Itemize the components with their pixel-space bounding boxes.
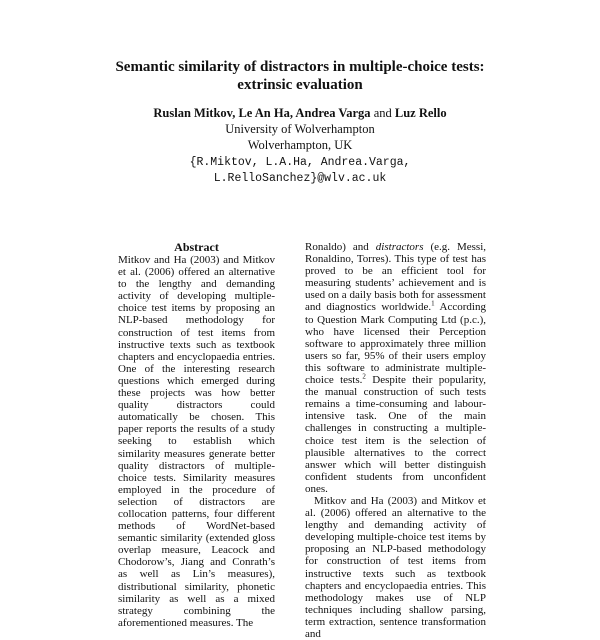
- p1-part-b: (e.g. Messi, Ronaldino, Torres). This type of test has proved to be an efficient tool for measuring students’ achievement and is used on a daily basis both for assessment and diagnostics worldwide.: [305, 241, 487, 314]
- affiliation: University of Wolverhampton: [225, 122, 375, 136]
- right-paragraph-1: [305, 241, 486, 495]
- footnote-marker-2: 2: [362, 372, 366, 381]
- right-column: [305, 241, 486, 640]
- paper-title-line-1: Semantic similarity of distractors in multiple-choice tests:: [115, 59, 485, 75]
- abstract-heading: Abstract: [174, 240, 219, 254]
- p1-emphasis: distractors: [375, 241, 424, 253]
- authors-part-1: Ruslan Mitkov, Le An Ha, Andrea Varga: [153, 106, 371, 120]
- footnote-marker-1: 1: [431, 299, 435, 308]
- authors-part-2: Luz Rello: [394, 106, 447, 120]
- right-paragraph-2: Mitkov and Ha (2003) and Mitkov et al. (2006) offered an alternative to the lengthy and demanding activity of developing multiple-choice test items by proposing an NLP-based methodology for construction of test items from instructive texts such as textbook chapters and encyclopaedia entries. This methodology makes use of NLP techniques including shallow parsing, term extraction, sentence transformation and: [305, 494, 486, 640]
- email-line-1: {R.Miktov, L.A.Ha, Andrea.Varga,: [189, 156, 411, 169]
- abstract-column: [118, 254, 275, 629]
- paper-title-line-2: extrinsic evaluation: [237, 77, 363, 93]
- authors-and: and: [373, 106, 392, 120]
- abstract-text: Mitkov and Ha (2003) and Mitkov et al. (2006) offered an alternative to the lengthy and demanding activity of developing multiple-choice test items by proposing an NLP-based methodology for construction of test items from instructive texts such as textbook chapters and encyclopaedia entries. One of the interesting research questions which emerged during these projects was how better quality distractors could automatically be chosen. This paper reports the results of a study seeking to establish which similarity measures generate better quality distractors of multiple-choice tests. Similarity measures employed in the procedure of selection of distractors are collocation patterns, four different methods of WordNet-based semantic similarity (extended gloss overlap measure, Leacock and Chodorow’s, Jiang and Conrath’s as well as Lin’s measures), distributional similarity, phonetic similarity as well as a mixed strategy combining the aforementioned measures. The: [118, 254, 275, 629]
- p1-part-d: Despite their popularity, the manual construction of such tests remains a time-consuming and labour-intensive task. One of the main challenges in constructing a multiple-choice test item is the selection of plausible alternatives to the correct answer which will better distinguish confident students from unconfident ones.: [305, 374, 487, 495]
- p1-part-a: Ronaldo) and: [305, 241, 369, 253]
- location: Wolverhampton, UK: [247, 138, 353, 152]
- authors: [0, 106, 600, 121]
- p1-part-c: According to Question Mark Computing Ltd (p.c.), who have licensed their Perception software to approximately three million users so far, 95% of their users employ this software to administrate multiple-choice tests.: [305, 301, 486, 387]
- email-line-2: L.RelloSanchez}@wlv.ac.uk: [213, 172, 387, 185]
